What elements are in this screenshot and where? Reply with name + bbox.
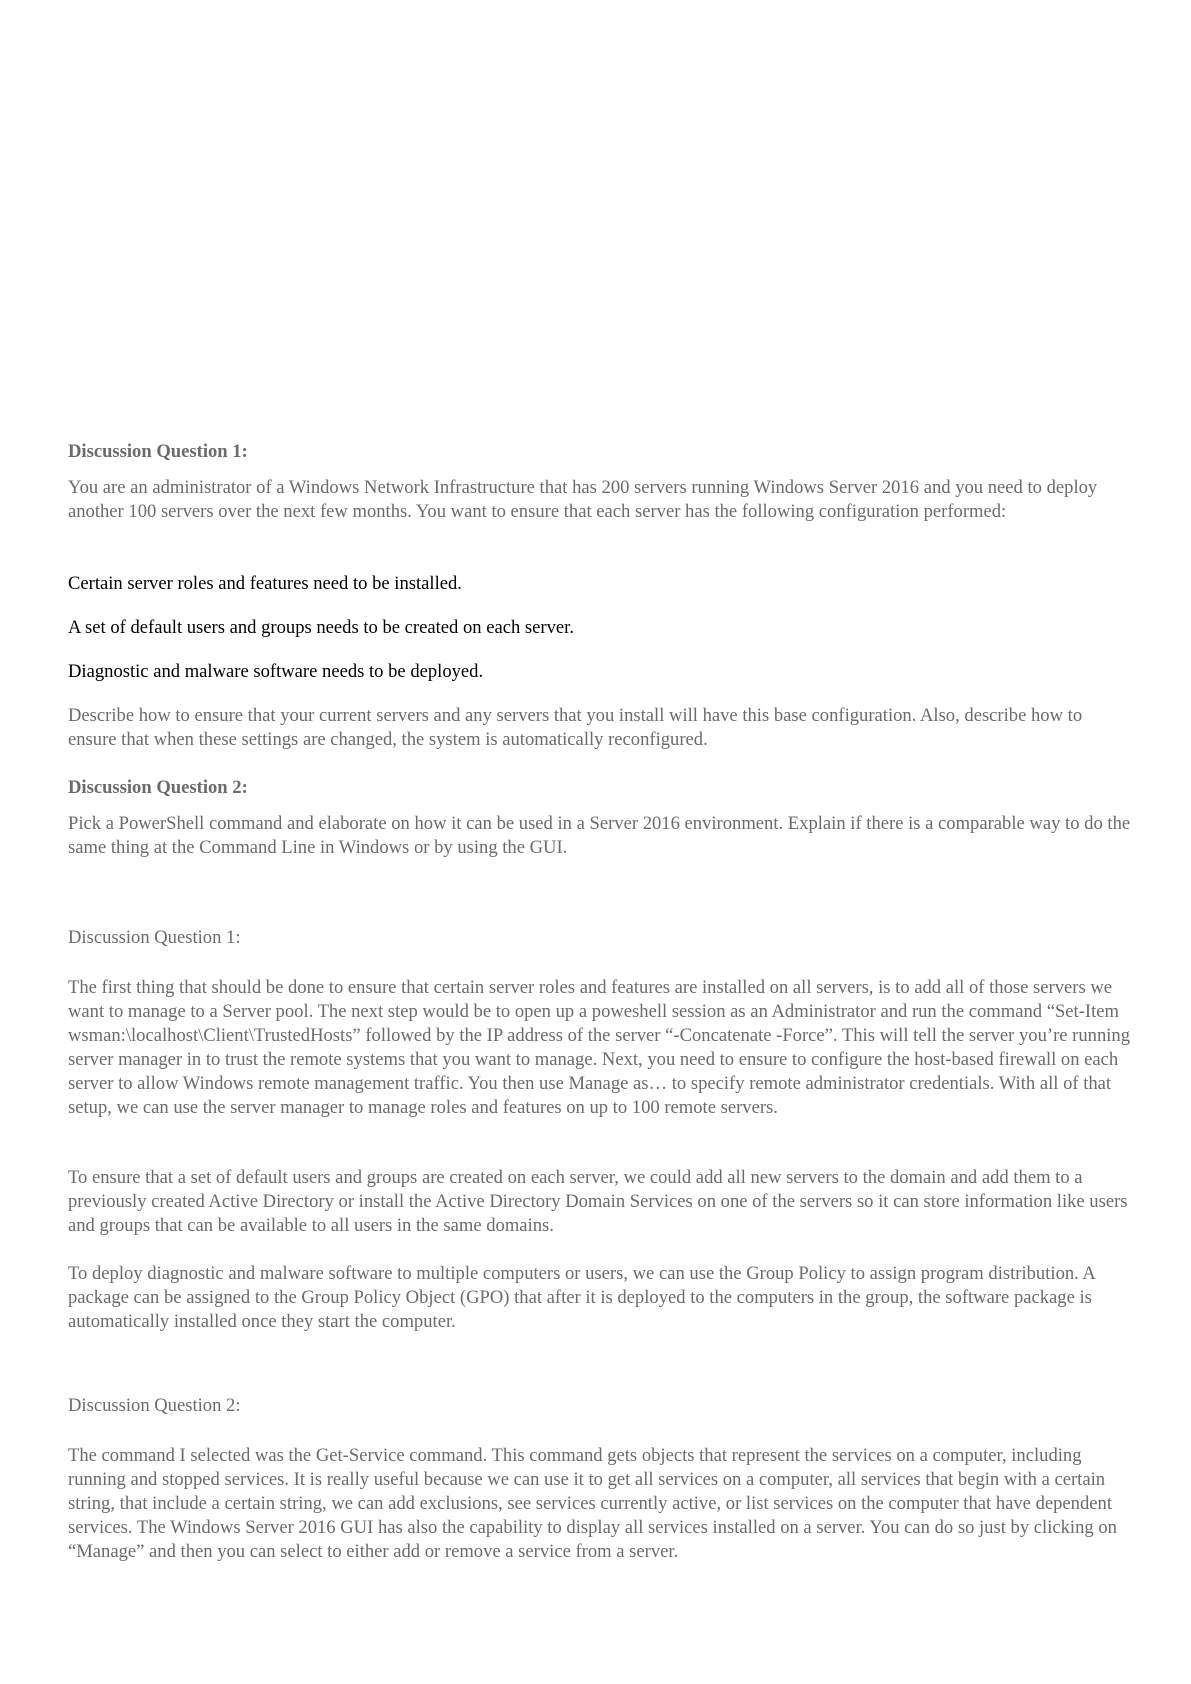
question-1-task: Describe how to ensure that your current servers and any servers that you install will have this base configuration. Also, describe how to ensure that when these settings are changed, the system is automatically reconfigured. — [68, 705, 1083, 750]
answer-1-heading: Discussion Question 1: — [68, 927, 241, 948]
requirement-item: A set of default users and groups needs to be created on each server. — [68, 617, 574, 638]
answer-2-paragraph: The command I selected was the Get-Service command. This command gets objects that represent the services on a computer, including running and stopped services. It is really useful because we can use it to get all services on a computer, all services that begin with a certain string, that include a certain string, we can add exclusions, see services currently active, or list services on the computer that have dependent services. The Windows Server 2016 GUI has also the capability to display all services installed on a server. You can do so just by clicking on “Manage” and then you can select to either add or remove a service from a server. — [68, 1445, 1117, 1562]
requirement-item: Diagnostic and malware software needs to be deployed. — [68, 661, 484, 682]
requirement-item: Certain server roles and features need to be installed. — [68, 573, 462, 594]
question-2-heading: Discussion Question 2: — [68, 777, 248, 798]
question-1-heading: Discussion Question 1: — [68, 441, 248, 462]
answer-1-paragraph: To ensure that a set of default users and groups are created on each server, we could add all new servers to the domain and add them to a previously created Active Directory or install the Active Directory Domain Services on one of the servers so it can store information like users and groups that can be available to all users in the same domains. — [68, 1167, 1128, 1236]
answer-1-paragraph: To deploy diagnostic and malware software to multiple computers or users, we can use the Group Policy to assign program distribution. A package can be assigned to the Group Policy Object (GPO) that after it is deployed to the computers in the group, the software package is automatically installed once they start the computer. — [68, 1263, 1095, 1332]
answer-2-heading: Discussion Question 2: — [68, 1395, 241, 1416]
question-1-intro: You are an administrator of a Windows Network Infrastructure that has 200 servers running Windows Server 2016 and you need to deploy another 100 servers over the next few months. You want to ensure that each server has the following configuration performed: — [68, 477, 1098, 522]
answer-1-paragraph: The first thing that should be done to ensure that certain server roles and features are installed on all servers, is to add all of those servers we want to manage to a Server pool. The next step would be to open up a poweshell session as an Administrator and run the command “Set-Item wsman:\localhost\Client\TrustedHosts” followed by the IP address of the server “-Concatenate -Force”. This will tell the server you’re running server manager in to trust the remote systems that you want to manage. Next, you need to ensure to configure the host-based firewall on each server to allow Windows remote management traffic. You then use Manage as… to specify remote administrator credentials. With all of that setup, we can use the server manager to manage roles and features on up to 100 remote servers. — [68, 977, 1131, 1118]
question-2-task: Pick a PowerShell command and elaborate on how it can be used in a Server 2016 environment. Explain if there is a comparable way to do the same thing at the Command Line in Windows or by using the GUI. — [68, 813, 1131, 858]
